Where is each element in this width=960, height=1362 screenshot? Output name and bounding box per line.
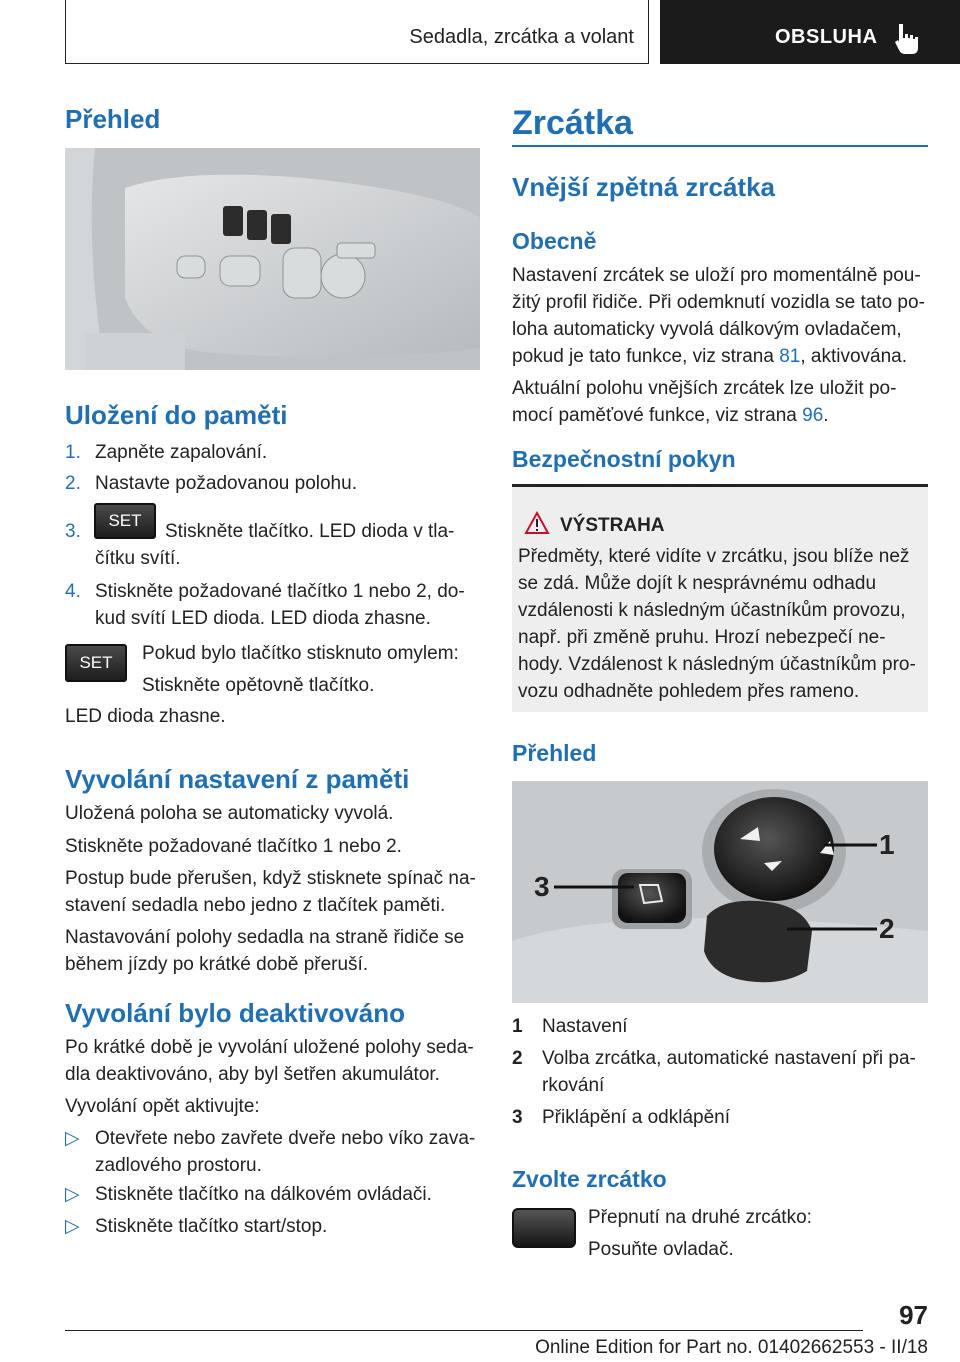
- warning-box: [512, 484, 928, 712]
- deakt-title: Vyvolání bylo deaktivováno: [65, 998, 406, 1028]
- bullet-triangle-icon: ▷: [65, 1184, 80, 1205]
- mistake-line-2: Stiskněte opětovně tlačítko.: [142, 675, 375, 696]
- zvolte-line-1: Přepnutí na druhé zrcátko:: [588, 1207, 812, 1228]
- vyvolani-p4b: během jízdy po krátké době přeruší.: [65, 954, 369, 975]
- header-chapter-title: OBSLUHA: [775, 26, 878, 48]
- right-prehled-title: Přehled: [512, 740, 597, 766]
- legend-item-3: 3 Přiklápění a odklápění: [512, 1107, 731, 1128]
- obecne-line-5: Aktuální polohu vnějších zrcátek lze uložit po‐: [512, 378, 897, 399]
- seat-memory-buttons-image: [65, 148, 480, 370]
- obecne-line-4: pokud je tato funkce, viz strana 81, aktivována.: [512, 346, 908, 367]
- deakt-p1a: Po krátké době je vyvolání uložené polohy seda‐: [65, 1037, 474, 1058]
- step-1: 1. Zapněte zapalování.: [65, 442, 268, 463]
- zrcatka-title: Zrcátka: [512, 104, 633, 142]
- footer-divider: [65, 1330, 863, 1331]
- set-button-icon: SET: [94, 503, 156, 539]
- warning-line-2: se zdá. Může dojít k nesprávnému odhadu: [518, 573, 877, 594]
- zrcatka-underline: [512, 145, 928, 147]
- step-3: 3. Stiskněte tlačítko. LED dioda v tla‐ čítku svítí.: [65, 521, 455, 569]
- header-section-title: Sedadla, zrcátka a volant: [409, 26, 634, 48]
- mirror-controls-illustration: [512, 781, 928, 1003]
- bullet-2: ▷ Stiskněte tlačítko na dálkovém ovládači.: [65, 1181, 480, 1208]
- callout-2: 2: [879, 913, 895, 944]
- warning-line-3: vzdálenosti k následným účastníkům provozu,: [518, 600, 906, 621]
- vyvolani-p1: Uložená poloha se automaticky vyvolá.: [65, 803, 394, 824]
- mirror-controls-image: [512, 781, 928, 1003]
- page-link-96[interactable]: 96: [802, 405, 824, 426]
- page-number: 97: [899, 1300, 928, 1330]
- left-prehled-title: Přehled: [65, 104, 161, 134]
- footer-edition: Online Edition for Part no. 01402662553 - II/18: [535, 1337, 928, 1358]
- obecne-title: Obecně: [512, 228, 597, 254]
- warning-line-4: např. při změně pruhu. Hrozí nebezpečí ne‐: [518, 627, 886, 648]
- warning-title: VÝSTRAHA: [560, 515, 665, 536]
- mistake-line-1: Pokud bylo tlačítko stisknuto omylem:: [142, 643, 459, 664]
- callout-1: 1: [879, 829, 895, 860]
- hand-pointer-icon: [893, 22, 923, 56]
- vyvolani-p3a: Postup bude přerušen, když stisknete spínač na‐: [65, 868, 476, 889]
- legend-item-2: 2 Volba zrcátka, automatické nastavení při pa‐ rkování: [512, 1048, 916, 1096]
- vyvolani-p2: Stiskněte požadované tlačítko 1 nebo 2.: [65, 836, 402, 857]
- warning-triangle-icon: [524, 511, 550, 535]
- bullet-triangle-icon: ▷: [65, 1216, 80, 1237]
- zvolte-line-2: Posuňte ovladač.: [588, 1239, 734, 1260]
- bullet-triangle-icon: ▷: [65, 1128, 80, 1149]
- led-off-text: LED dioda zhasne.: [65, 706, 226, 727]
- obecne-line-6: mocí paměťové funkce, viz strana 96.: [512, 405, 829, 426]
- warning-line-6: vozu odhadněte pohledem přes rameno.: [518, 681, 860, 702]
- step-2: 2. Nastavte požadovanou polohu.: [65, 473, 357, 494]
- seat-buttons-illustration: [65, 148, 480, 370]
- vyvolani-p4a: Nastavování polohy sedadla na straně řidiče se: [65, 927, 465, 948]
- mirror-switch-icon: [512, 1208, 576, 1248]
- deakt-p2: Vyvolání opět aktivujte:: [65, 1096, 260, 1117]
- warning-line-1: Předměty, které vidíte v zrcátku, jsou blíže než: [518, 546, 910, 567]
- step-4: 4. Stiskněte požadované tlačítko 1 nebo 2, do‐ kud svítí LED dioda. LED dioda zhasne.: [65, 581, 465, 629]
- page-link-81[interactable]: 81: [779, 346, 801, 367]
- obecne-line-1: Nastavení zrcátek se uloží pro momentálně pou‐: [512, 265, 921, 286]
- obecne-line-2: žitý profil řidiče. Při odemknutí vozidla se tato po‐: [512, 292, 925, 313]
- callout-3: 3: [534, 871, 550, 902]
- zvolte-title: Zvolte zrcátko: [512, 1166, 667, 1192]
- vnejsi-title: Vnější zpětná zrcátka: [512, 172, 775, 202]
- vyvolani-p3b: stavení sedadla nebo jedno z tlačítek paměti.: [65, 895, 446, 916]
- vyvolani-title: Vyvolání nastavení z paměti: [65, 764, 410, 794]
- bullet-3: ▷ Stiskněte tlačítko start/stop.: [65, 1213, 480, 1240]
- set-button-icon-large: SET: [65, 644, 127, 682]
- obecne-line-3: loha automaticky vyvolá dálkovým ovladačem,: [512, 319, 902, 340]
- bullet-1: ▷ Otevřete nebo zavřete dveře nebo víko zava‐ zadlového prostoru.: [65, 1125, 480, 1179]
- ulozeni-title: Uložení do paměti: [65, 400, 288, 430]
- warning-line-5: hody. Vzdálenost k následným účastníkům pro‐: [518, 654, 916, 675]
- legend-item-1: 1 Nastavení: [512, 1016, 628, 1037]
- deakt-p1b: dla deaktivováno, aby byl šetřen akumulátor.: [65, 1064, 440, 1085]
- bezpec-title: Bezpečnostní pokyn: [512, 446, 736, 472]
